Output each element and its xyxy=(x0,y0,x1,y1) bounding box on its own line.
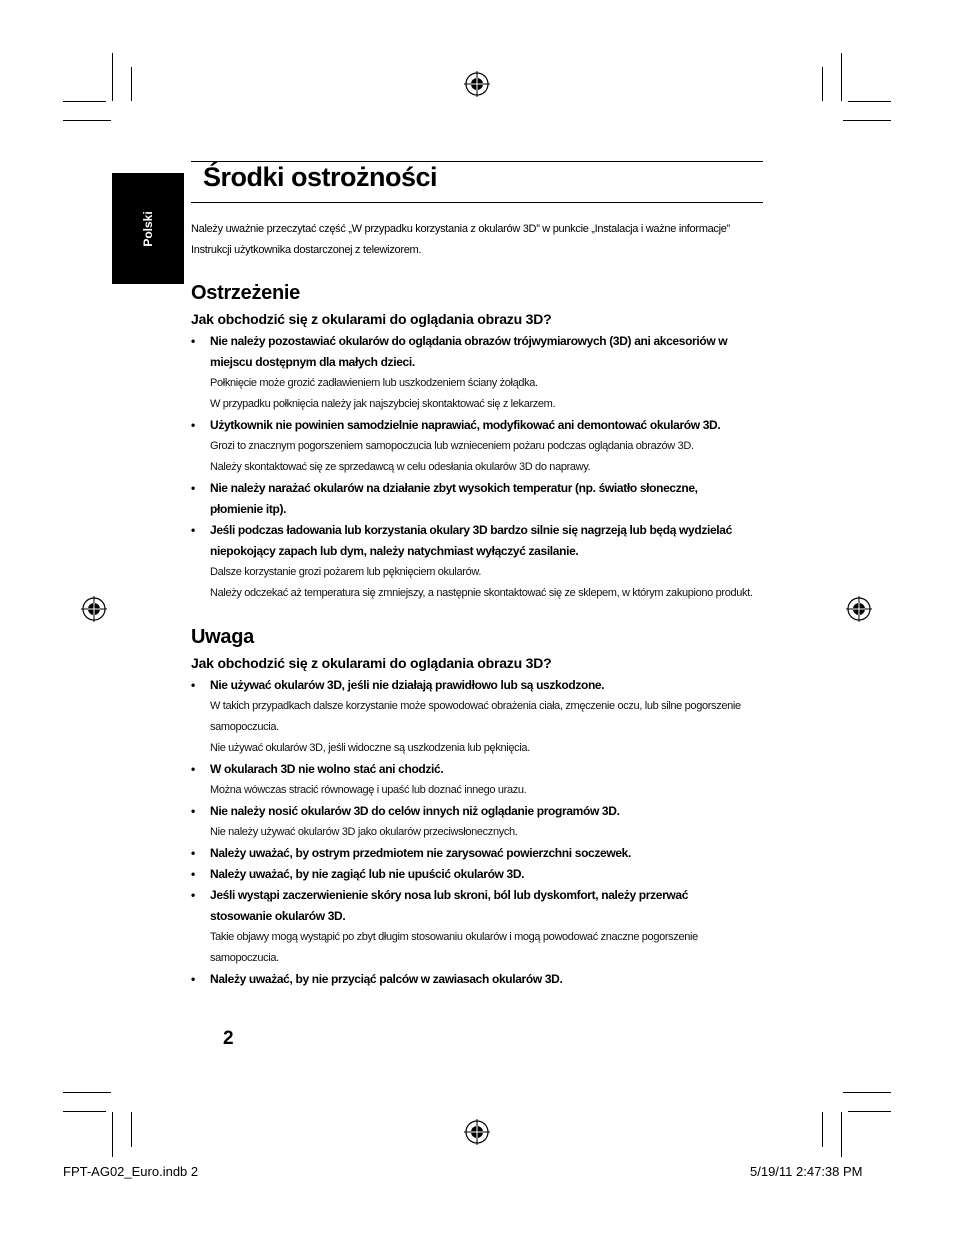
intro-paragraph xyxy=(191,219,761,261)
bullet-icon: • xyxy=(191,762,196,776)
language-label: Polski xyxy=(141,210,155,247)
bullet-icon: • xyxy=(191,334,196,348)
warning-heading: Ostrzeżenie xyxy=(191,282,300,304)
item-note-line: samopoczucia. xyxy=(210,721,279,733)
item-heading-line: stosowanie okularów 3D. xyxy=(210,909,346,923)
title-rule-bottom xyxy=(191,202,763,203)
page-number: 2 xyxy=(223,1028,234,1049)
item-heading-line: Należy uważać, by nie zagiąć lub nie upuścić okularów 3D. xyxy=(210,867,525,881)
item-heading-line: miejscu dostępnym dla małych dzieci. xyxy=(210,355,415,369)
item-heading-line: płomienie itp). xyxy=(210,502,287,516)
item-note-line: Takie objawy mogą wystąpić po zbyt długim stosowaniu okularów i mogą powodować znaczne pogorszenie xyxy=(210,931,698,943)
item-heading-line: Należy uważać, by ostrym przedmiotem nie zarysować powierzchni soczewek. xyxy=(210,846,631,860)
caution-list xyxy=(191,675,763,990)
warning-list xyxy=(191,331,763,604)
item-heading-line: Jeśli podczas ładowania lub korzystania okulary 3D bardzo silnie się nagrzeją lub będą wydzielać xyxy=(210,523,732,537)
file-name: FPT-AG02_Euro.indb 2 xyxy=(63,1164,199,1179)
registration-mark-left-icon xyxy=(81,596,107,622)
list-item xyxy=(191,675,763,759)
registration-mark-right-icon xyxy=(846,596,872,622)
list-item xyxy=(191,331,763,415)
item-heading-line: W okularach 3D nie wolno stać ani chodzić. xyxy=(210,762,444,776)
item-heading-line: Nie używać okularów 3D, jeśli nie działają prawidłowo lub są uszkodzone. xyxy=(210,678,605,692)
list-item xyxy=(191,864,763,885)
item-heading-line: Użytkownik nie powinien samodzielnie naprawiać, modyfikować ani demontować okularów 3D. xyxy=(210,418,721,432)
list-item xyxy=(191,759,763,801)
registration-mark-bottom-icon xyxy=(464,1119,490,1145)
list-item xyxy=(191,478,763,520)
item-note-line: Można wówczas stracić równowagę i upaść lub doznać innego urazu. xyxy=(210,784,527,796)
bullet-icon: • xyxy=(191,678,196,692)
list-item xyxy=(191,520,763,604)
item-note-line: Grozi to znacznym pogorszeniem samopoczucia lub wznieceniem pożaru podczas oglądania obrazów 3D. xyxy=(210,440,694,452)
item-note-line: Połknięcie może grozić zadławieniem lub uszkodzeniem ściany żołądka. xyxy=(210,377,538,389)
intro-line: Należy uważnie przeczytać część „W przypadku korzystania z okularów 3D” w punkcie „Instalacja i ważne informacje” xyxy=(191,223,730,235)
item-heading-line: Nie należy nosić okularów 3D do celów innych niż oglądanie programów 3D. xyxy=(210,804,620,818)
registration-mark-top-icon xyxy=(464,71,490,97)
item-heading-line: niepokojący zapach lub dym, należy natychmiast wyłączyć zasilanie. xyxy=(210,544,579,558)
intro-line: Instrukcji użytkownika dostarczonej z telewizorem. xyxy=(191,244,422,256)
list-item xyxy=(191,415,763,478)
item-note-line: Nie używać okularów 3D, jeśli widoczne są uszkodzenia lub pęknięcia. xyxy=(210,742,530,754)
language-tab xyxy=(112,173,184,284)
bullet-icon: • xyxy=(191,804,196,818)
bullet-icon: • xyxy=(191,867,196,881)
item-heading-line: Nie należy pozostawiać okularów do oglądania obrazów trójwymiarowych (3D) ani akcesoriów w xyxy=(210,334,728,348)
bullet-icon: • xyxy=(191,972,196,986)
item-note-line: Nie należy używać okularów 3D jako okularów przeciwsłonecznych. xyxy=(210,826,518,838)
warning-subheading: Jak obchodzić się z okularami do oglądania obrazu 3D? xyxy=(191,311,552,327)
item-note-line: W takich przypadkach dalsze korzystanie może spowodować obrażenia ciała, zmęczenie oczu, lub silne pogorszenie xyxy=(210,700,741,712)
item-heading-line: Jeśli wystąpi zaczerwienienie skóry nosa lub skroni, ból lub dyskomfort, należy przerwać xyxy=(210,888,689,902)
item-note-line: Należy odczekać aż temperatura się zmniejszy, a następnie skontaktować się ze sklepem, w którym zakupiono produkt. xyxy=(210,587,753,599)
bullet-icon: • xyxy=(191,418,196,432)
caution-heading: Uwaga xyxy=(191,626,254,648)
list-item xyxy=(191,801,763,843)
bullet-icon: • xyxy=(191,888,196,902)
timestamp: 5/19/11 2:47:38 PM xyxy=(750,1164,863,1179)
page-title: Środki ostrożności xyxy=(203,162,438,192)
item-note-line: Dalsze korzystanie grozi pożarem lub pęknięciem okularów. xyxy=(210,566,482,578)
list-item xyxy=(191,969,763,990)
item-note-line: Należy skontaktować się ze sprzedawcą w celu odesłania okularów 3D do naprawy. xyxy=(210,461,591,473)
item-heading-line: Nie należy narażać okularów na działanie zbyt wysokich temperatur (np. światło słoneczne, xyxy=(210,481,698,495)
bullet-icon: • xyxy=(191,523,196,537)
caution-subheading: Jak obchodzić się z okularami do oglądania obrazu 3D? xyxy=(191,655,552,671)
bullet-icon: • xyxy=(191,846,196,860)
item-note-line: samopoczucia. xyxy=(210,952,279,964)
list-item xyxy=(191,885,763,969)
item-note-line: W przypadku połknięcia należy jak najszybciej skontaktować się z lekarzem. xyxy=(210,398,556,410)
list-item xyxy=(191,843,763,864)
bullet-icon: • xyxy=(191,481,196,495)
item-heading-line: Należy uważać, by nie przyciąć palców w zawiasach okularów 3D. xyxy=(210,972,563,986)
